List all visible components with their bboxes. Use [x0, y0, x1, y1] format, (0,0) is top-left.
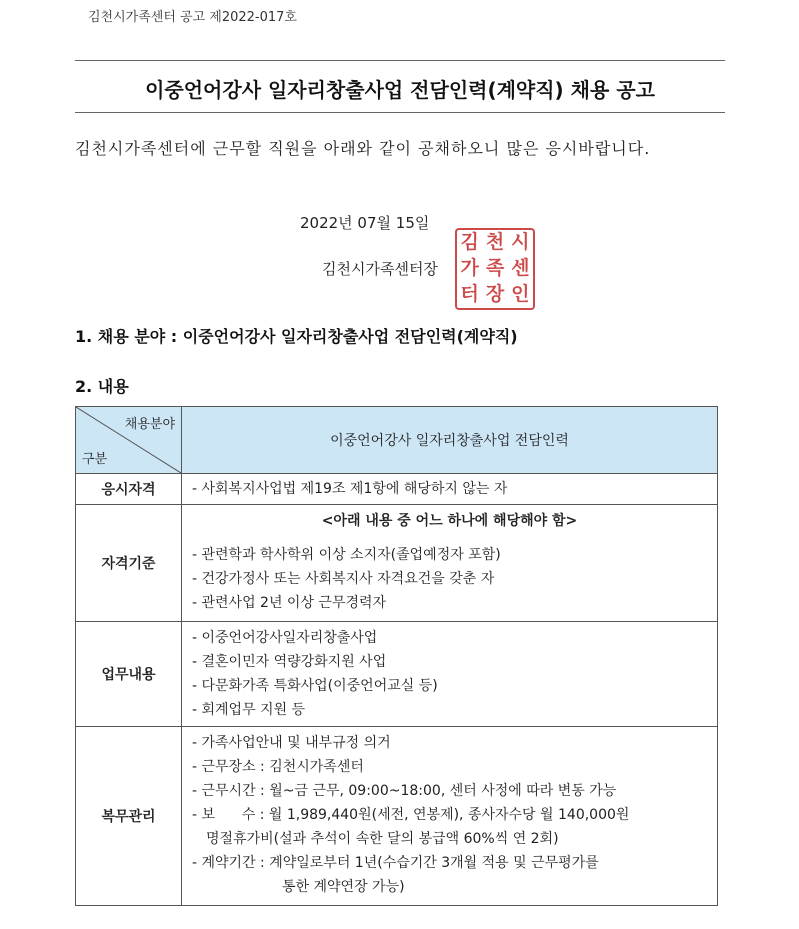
header-field-label: 채용분야 — [124, 417, 175, 432]
seal-char: 족 — [485, 257, 505, 279]
row-label: 자격기준 — [76, 505, 182, 622]
seal-char: 인 — [511, 283, 530, 305]
notice-date: 2022년 07월 15일 — [300, 214, 430, 232]
row-line: 통한 계약연장 가능) — [282, 879, 405, 895]
title-top-rule — [75, 60, 725, 61]
table-row — [76, 727, 718, 906]
row-line: - 결혼이민자 역량강화지원 사업 — [192, 654, 387, 670]
row-line: - 건강가정사 또는 사회복지사 자격요건을 갖춘 자 — [192, 571, 495, 587]
header-field-cell: 이중언어강사 일자리창출사업 전담인력 — [182, 407, 718, 474]
row-line: - 보 수 : 월 1,989,440원(세전, 연봉제), 종사자수당 월 140,000원 — [192, 807, 630, 823]
seal-char: 천 — [485, 231, 505, 253]
table-row — [76, 622, 718, 727]
row-line: - 근무장소 : 김천시가족센터 — [192, 759, 364, 775]
sender-name: 김천시가족센터장 — [322, 260, 438, 278]
recruitment-table — [75, 406, 718, 906]
notice-number: 김천시가족센터 공고 제2022-017호 — [88, 10, 297, 25]
row-line: - 근무시간 : 월~금 근무, 09:00~18:00, 센터 사정에 따라 변동 가능 — [192, 783, 617, 799]
seal-char: 가 — [460, 257, 479, 279]
table-header-row — [76, 407, 718, 474]
row-line: - 이중언어강사일자리창출사업 — [192, 630, 378, 646]
row-line: 명절휴가비(설과 추석이 속한 달의 봉급액 60%씩 연 2회) — [206, 831, 559, 847]
seal-char: 센 — [511, 257, 530, 279]
row-line: - 관련학과 학사학위 이상 소지자(졸업예정자 포함) — [192, 547, 501, 563]
row-content — [182, 505, 718, 622]
header-corner-cell — [76, 407, 182, 474]
row-content — [182, 622, 718, 727]
row-line: - 계약기간 : 계약일로부터 1년(수습기간 3개월 적용 및 근무평가를 — [192, 855, 599, 871]
row-label: 업무내용 — [76, 622, 182, 727]
section-1-heading: 1. 채용 분야 : 이중언어강사 일자리창출사업 전담인력(계약직) — [75, 327, 518, 346]
row-label: 응시자격 — [76, 474, 182, 505]
table-row — [76, 474, 718, 505]
section-2-heading: 2. 내용 — [75, 377, 129, 396]
row-line: - 가족사업안내 및 내부규정 의거 — [192, 735, 391, 751]
row-label: 복무관리 — [76, 727, 182, 906]
official-seal-icon — [455, 228, 535, 310]
row-line: - 회계업무 지원 등 — [192, 702, 306, 718]
seal-char: 장 — [485, 283, 505, 305]
seal-char: 터 — [460, 283, 479, 305]
row-content — [182, 474, 718, 505]
row-center-note: <아래 내용 중 어느 하나에 해당해야 함> — [321, 513, 578, 529]
seal-char: 시 — [511, 231, 530, 253]
intro-text: 김천시가족센터에 근무할 직원을 아래와 같이 공채하오니 많은 응시바랍니다. — [75, 139, 651, 158]
table-row — [76, 505, 718, 622]
title-bottom-rule — [75, 112, 725, 113]
header-category-label: 구분 — [82, 452, 108, 467]
seal-char: 김 — [460, 231, 479, 253]
row-content — [182, 727, 718, 906]
row-line: - 다문화가족 특화사업(이중언어교실 등) — [192, 678, 438, 694]
row-line: - 사회복지사업법 제19조 제1항에 해당하지 않는 자 — [192, 481, 508, 497]
page-title: 이중언어강사 일자리창출사업 전담인력(계약직) 채용 공고 — [145, 78, 655, 102]
row-line: - 관련사업 2년 이상 근무경력자 — [192, 595, 387, 611]
